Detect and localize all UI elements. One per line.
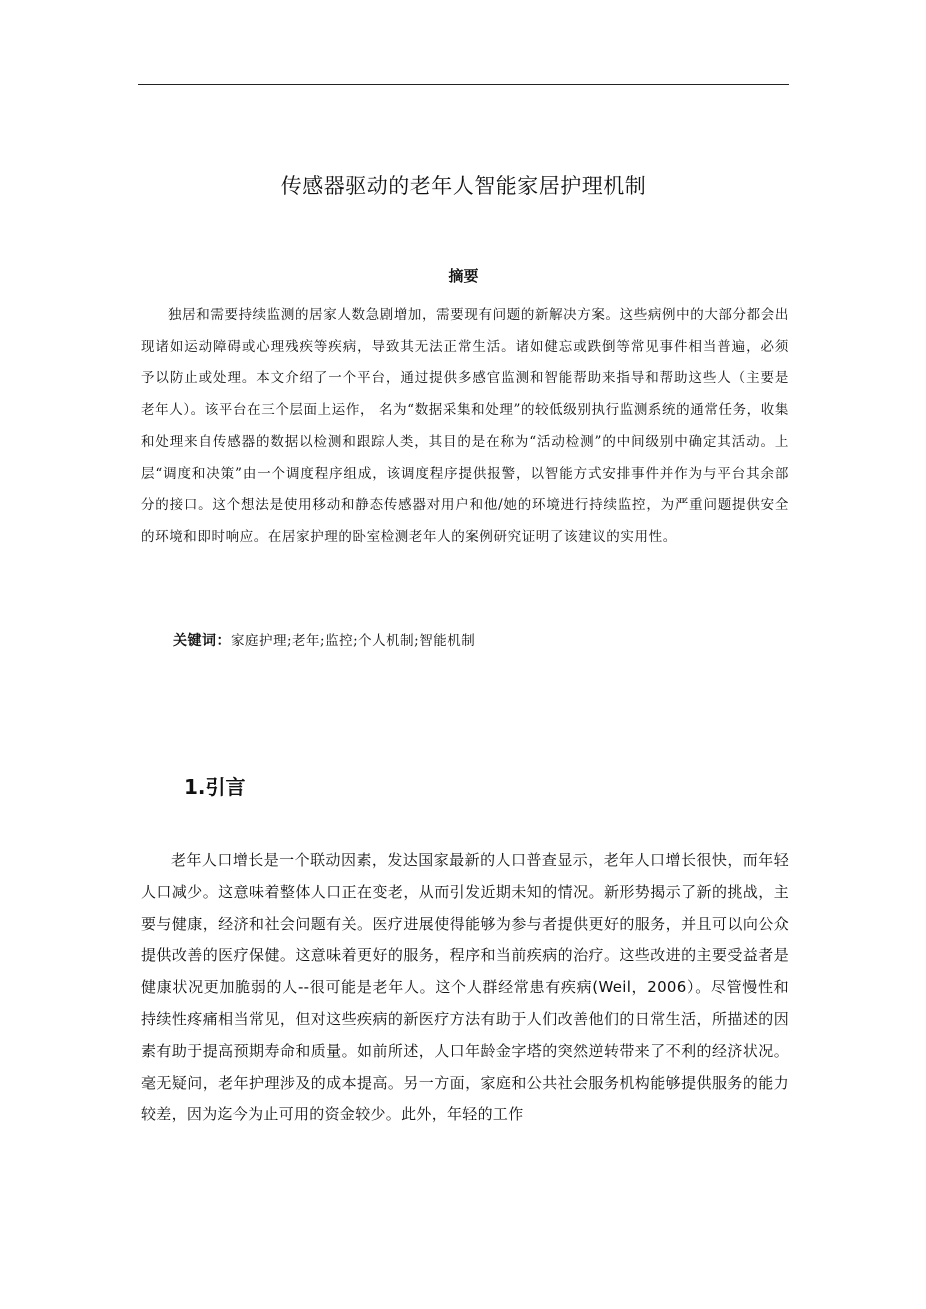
keywords-label: 关键词：: [173, 633, 231, 649]
paper-title: 传感器驱动的老年人智能家居护理机制: [280, 174, 647, 198]
introduction-paragraph: 老年人口增长是一个联动因素，发达国家最新的人口普查显示，老年人口增长很快，而年轻人口减少。这意味着整体人口正在变老，从而引发近期未知的情况。新形势揭示了新的挑战，主要与健康，经济和社会问题有关。医疗进展使得能够为参与者提供更好的服务，并且可以向公众提供改善的医疗保健。这意味着更好的服务，程序和当前疾病的治疗。这些改进的主要受益者是健康状况更加脆弱的人--很可能是老年人。这个人群经常患有疾病(Weil，2006）。尽管慢性和持续性疼痛相当常见，但对这些疾病的新医疗方法有助于人们改善他们的日常生活，所描述的因素有助于提高预期寿命和质量。如前所述，人口年龄金字塔的突然逆转带来了不利的经济状况。毫无疑问，老年护理涉及的成本提高。另一方面，家庭和公共社会服务机构能够提供服务的能力较差，因为迄今为止可用的资金较少。此外，年轻的工作: [141, 851, 789, 1124]
section-heading-introduction: 1.引言: [184, 775, 246, 799]
abstract-heading: 摘要: [448, 267, 479, 285]
keywords-text: 家庭护理;老年;监控;个人机制;智能机制: [231, 633, 476, 649]
abstract-paragraph: 独居和需要持续监测的居家人数急剧增加，需要现有问题的新解决方案。这些病例中的大部分都会出现诸如运动障碍或心理残疾等疾病，导致其无法正常生活。诸如健忘或跌倒等常见事件相当普遍，必须予以防止或处理。本文介绍了一个平台，通过提供多感官监测和智能帮助来指导和帮助这些人（主要是老年人）。该平台在三个层面上运作， 名为“数据采集和处理”的较低级别执行监测系统的通常任务，收集和处理来自传感器的数据以检测和跟踪人类，其目的是在称为“活动检测”的中间级别中确定其活动。上层“调度和决策”由一个调度程序组成，该调度程序提供报警，以智能方式安排事件并作为与平台其余部分的接口。这个想法是使用移动和静态传感器对用户和他/她的环境进行持续监控，为严重问题提供安全的环境和即时响应。在居家护理的卧室检测老年人的案例研究证明了该建议的实用性。: [141, 307, 789, 545]
keywords-line: [173, 626, 789, 656]
header-rule: [138, 84, 789, 85]
